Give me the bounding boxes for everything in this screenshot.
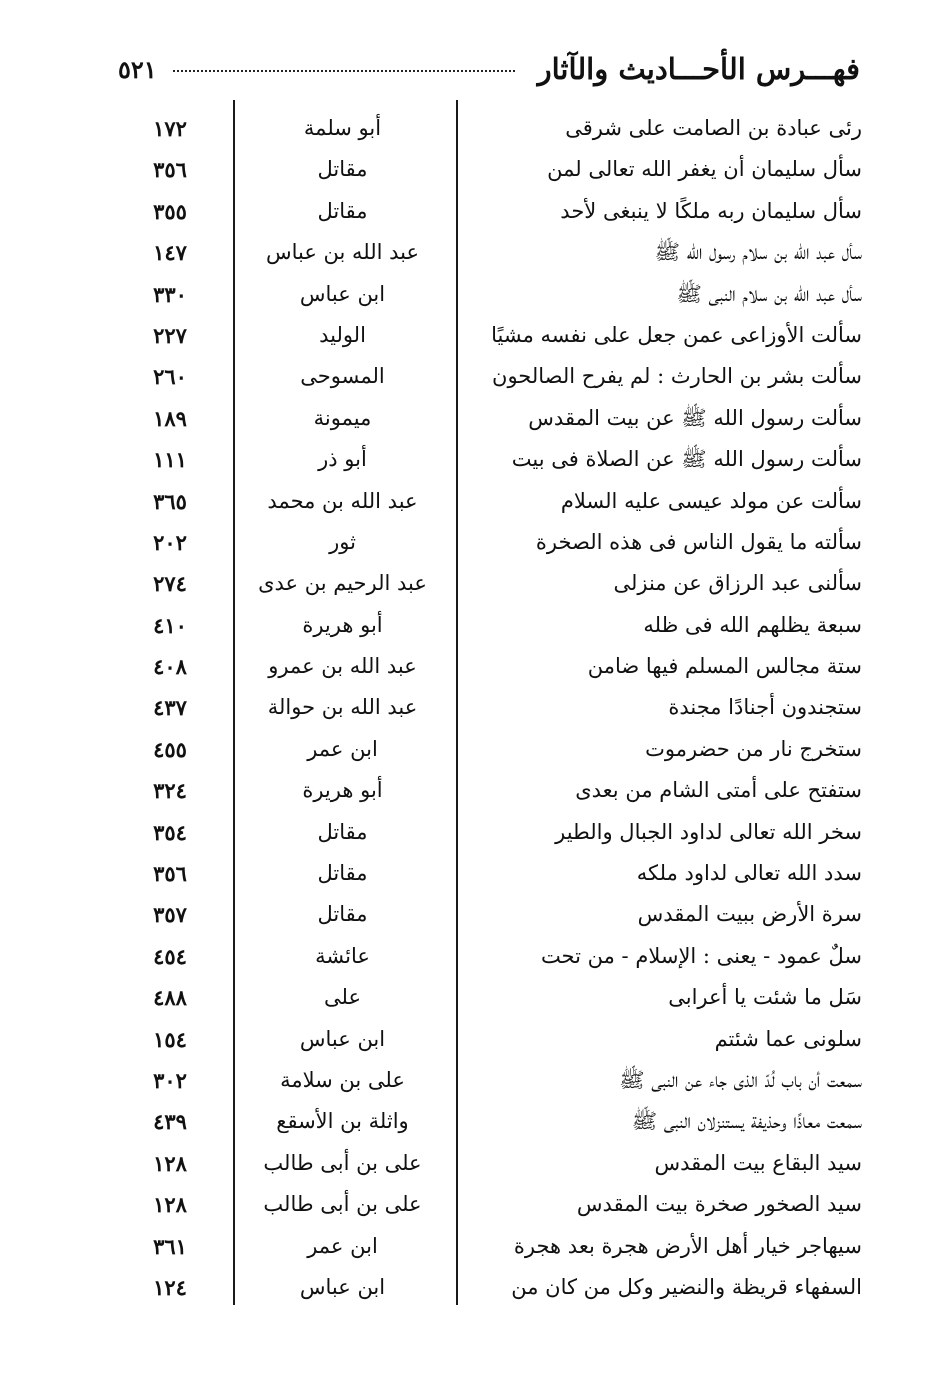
index-row bbox=[100, 149, 862, 190]
narrator-name: ابن عباس bbox=[299, 1026, 386, 1051]
index-row bbox=[100, 232, 862, 273]
page-reference: ٣٥٦ bbox=[153, 861, 187, 887]
page-reference: ٣٦٥ bbox=[153, 488, 187, 514]
hadith-text: سمعت معاذًا وحذيفة يستنزلان النبى ﷺ bbox=[631, 1109, 862, 1134]
hadith-text: سأل عبد الله بن سلام رسول الله ﷺ bbox=[654, 240, 862, 265]
index-row bbox=[100, 1184, 862, 1225]
page-reference: ٤٣٧ bbox=[153, 695, 187, 721]
index-row bbox=[100, 894, 862, 935]
index-row bbox=[100, 1101, 862, 1142]
hadith-text: سألت بشر بن الحارث : لم يفرح الصالحون bbox=[492, 364, 862, 389]
page-reference: ١٥٤ bbox=[153, 1026, 187, 1052]
index-row bbox=[100, 481, 862, 522]
page-number: ٥٢١ bbox=[118, 55, 157, 84]
page-reference: ٢٠٢ bbox=[153, 529, 187, 555]
page-reference: ٣٥٤ bbox=[153, 819, 187, 845]
narrator-name: مقاتل bbox=[317, 157, 368, 182]
narrator-name: ابن عمر bbox=[307, 736, 378, 761]
index-row bbox=[100, 274, 862, 315]
index-row bbox=[100, 770, 862, 811]
narrator-name: عائشة bbox=[315, 943, 370, 968]
index-row bbox=[100, 977, 862, 1018]
index-row bbox=[100, 522, 862, 563]
page-reference: ١٢٨ bbox=[153, 1192, 187, 1218]
index-row bbox=[100, 191, 862, 232]
index-row bbox=[100, 1267, 862, 1308]
index-row bbox=[100, 356, 862, 397]
index-row bbox=[100, 729, 862, 770]
narrator-name: أبو هريرة bbox=[302, 612, 383, 637]
hadith-text: سأل عبد الله بن سلام النبى ﷺ bbox=[676, 281, 862, 306]
hadith-text: ستجندون أجنادًا مجندة bbox=[668, 695, 862, 720]
page-reference: ٤٥٤ bbox=[153, 943, 187, 969]
hadith-text: سيد البقاع بيت المقدس bbox=[654, 1150, 862, 1175]
narrator-name: أبو سلمة bbox=[303, 116, 382, 140]
hadith-text: سيهاجر خيار أهل الأرض هجرة بعد هجرة bbox=[513, 1233, 862, 1258]
index-row bbox=[100, 1019, 862, 1060]
hadith-text: سألت رسول الله ﷺ عن بيت المقدس bbox=[528, 405, 862, 430]
page-reference: ٢٦٠ bbox=[153, 364, 187, 390]
narrator-name: المسوحى bbox=[300, 364, 385, 389]
narrator-name: ابن عمر bbox=[307, 1233, 378, 1258]
page-reference: ٣٥٥ bbox=[153, 198, 187, 224]
index-row bbox=[100, 936, 862, 977]
hadith-text: سبعة يظلهم الله فى ظله bbox=[643, 612, 862, 637]
narrator-name: عبد الله بن عمرو bbox=[268, 654, 417, 679]
page-reference: ١٧٢ bbox=[153, 116, 187, 141]
narrator-name: مقاتل bbox=[317, 819, 368, 844]
index-row bbox=[100, 687, 862, 728]
narrator-name: واثلة بن الأسقع bbox=[276, 1109, 409, 1134]
hadith-text: سألت الأوزاعى عمن جعل على نفسه مشيًا bbox=[491, 322, 862, 347]
hadith-text: سألته ما يقول الناس فى هذه الصخرة bbox=[535, 529, 862, 554]
hadith-text: سيد الصخور صخرة بيت المقدس bbox=[576, 1192, 862, 1217]
page-reference: ٤١٠ bbox=[153, 612, 187, 638]
page-header bbox=[118, 52, 860, 92]
page-reference: ١٢٨ bbox=[153, 1150, 187, 1176]
index-row bbox=[100, 398, 862, 439]
page-reference: ٤٨٨ bbox=[153, 985, 187, 1011]
narrator-name: عبد الله بن حوالة bbox=[267, 695, 418, 720]
hadith-text: سلٌ عمود - يعنى : الإسلام - من تحت bbox=[540, 943, 862, 968]
page-reference: ٣٠٢ bbox=[153, 1067, 187, 1093]
hadith-text: سأل سليمان ربه ملكًا لا ينبغى لأحد bbox=[560, 198, 862, 223]
narrator-name: مقاتل bbox=[317, 902, 368, 927]
narrator-name: على بن أبى طالب bbox=[263, 1150, 422, 1175]
narrator-name: ابن عباس bbox=[299, 281, 386, 306]
index-row bbox=[100, 1060, 862, 1101]
narrator-name: عبد الرحيم بن عدى bbox=[258, 571, 427, 596]
hadith-index-table bbox=[100, 108, 862, 1308]
page-reference: ٢٧٤ bbox=[153, 571, 187, 597]
narrator-name: أبو ذر bbox=[318, 447, 367, 472]
page-reference: ١١١ bbox=[153, 447, 187, 473]
page-reference: ١٢٤ bbox=[153, 1274, 187, 1300]
index-row bbox=[100, 439, 862, 480]
page-reference: ١٤٧ bbox=[153, 240, 187, 266]
hadith-text: السفهاء قريظة والنضير وكل من كان من bbox=[511, 1274, 862, 1299]
header-dotted-leader bbox=[173, 70, 515, 72]
hadith-text: سرة الأرض ببيت المقدس bbox=[637, 902, 862, 927]
index-row bbox=[100, 108, 862, 149]
narrator-name: أبو هريرة bbox=[302, 778, 383, 803]
hadith-text: ستفتح على أمتى الشام من بعدى bbox=[575, 778, 862, 803]
index-row bbox=[100, 1143, 862, 1184]
page-reference: ٣٥٦ bbox=[153, 157, 187, 183]
index-row bbox=[100, 646, 862, 687]
hadith-text: سألت عن مولد عيسى عليه السلام bbox=[560, 488, 862, 513]
hadith-text: سألت رسول الله ﷺ عن الصلاة فى بيت bbox=[511, 447, 862, 472]
index-row bbox=[100, 853, 862, 894]
hadith-text: سلونى عما شئتم bbox=[714, 1026, 862, 1051]
page-reference: ٣٢٤ bbox=[153, 778, 187, 804]
index-row bbox=[100, 315, 862, 356]
page-reference: ٢٢٧ bbox=[153, 322, 187, 348]
narrator-name: الوليد bbox=[319, 322, 366, 347]
narrator-name: ثور bbox=[329, 529, 356, 554]
hadith-text: ستة مجالس المسلم فيها ضامن bbox=[587, 654, 862, 679]
hadith-text: سألنى عبد الرزاق عن منزلى bbox=[613, 571, 862, 596]
narrator-name: على بن سلامة bbox=[280, 1067, 405, 1092]
page-reference: ٣٦١ bbox=[153, 1233, 187, 1259]
narrator-name: عبد الله بن عباس bbox=[265, 240, 420, 265]
narrator-name: ميمونة bbox=[313, 405, 372, 430]
index-row bbox=[100, 605, 862, 646]
narrator-name: ابن عباس bbox=[299, 1274, 386, 1299]
page-reference: ١٨٩ bbox=[153, 405, 187, 431]
hadith-text: سَل ما شئت يا أعرابى bbox=[668, 985, 862, 1010]
page-reference: ٤٠٨ bbox=[153, 654, 187, 680]
narrator-name: على بن أبى طالب bbox=[263, 1192, 422, 1217]
index-title: فهـــرس الأحـــاديث والآثار bbox=[537, 52, 860, 86]
hadith-text: سخر الله تعالى لداود الجبال والطير bbox=[555, 819, 862, 844]
page-reference: ٣٣٠ bbox=[153, 281, 187, 307]
narrator-name: مقاتل bbox=[317, 861, 368, 886]
narrator-name: مقاتل bbox=[317, 198, 368, 223]
page-reference: ٣٥٧ bbox=[153, 902, 187, 928]
hadith-text: سمعت أن باب لُدّ الذى جاء عن النبى ﷺ bbox=[619, 1067, 862, 1092]
narrator-name: عبد الله بن محمد bbox=[267, 488, 418, 513]
hadith-text: رئى عبادة بن الصامت على شرقى bbox=[565, 116, 862, 140]
hadith-text: ستخرج نار من حضرموت bbox=[645, 736, 862, 761]
hadith-text: سأل سليمان أن يغفر الله تعالى لمن bbox=[547, 157, 862, 182]
hadith-text: سدد الله تعالى لداود ملكه bbox=[636, 861, 862, 886]
index-row bbox=[100, 563, 862, 604]
index-row bbox=[100, 1226, 862, 1267]
page-reference: ٤٥٥ bbox=[153, 736, 187, 762]
index-row bbox=[100, 812, 862, 853]
page-reference: ٤٣٩ bbox=[153, 1109, 187, 1135]
narrator-name: على bbox=[324, 985, 361, 1010]
